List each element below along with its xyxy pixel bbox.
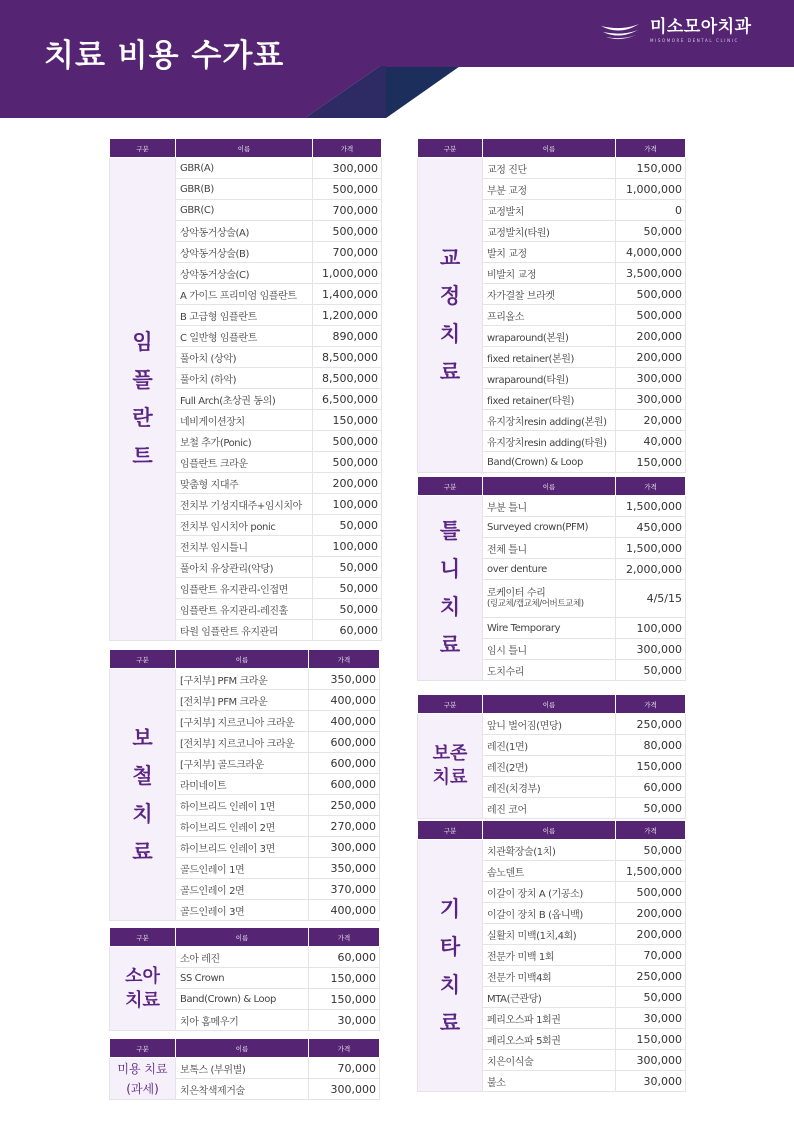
item-price: 300,000 (309, 837, 380, 858)
orthodontic-price-table (417, 138, 686, 473)
other-price-table (417, 820, 686, 1092)
item-name: 솜노덴트 (483, 861, 616, 882)
item-price: 1,500,000 (616, 861, 686, 882)
item-price: 500,000 (616, 882, 686, 903)
item-price: 50,000 (616, 660, 686, 681)
item-name: 골드인레이 2면 (176, 879, 309, 900)
item-price: 20,000 (616, 410, 686, 431)
item-name: 비발치 교정 (483, 263, 616, 284)
item-name: fixed retainer(본원) (483, 347, 616, 368)
item-name-main: 로케이터 수리 (487, 587, 546, 599)
item-name: 풀아치 유상관리(악당) (176, 557, 313, 578)
item-name-sub: (링교체/캡교체/어버트교체) (487, 598, 584, 609)
page-title: 치료 비용 수가표 (44, 38, 285, 74)
item-name: [전치부] PFM 크라운 (176, 690, 309, 711)
item-name: 전치부 기성지대주+임시치아 (176, 494, 313, 515)
item-name: 실활치 미백(1치,4회) (483, 924, 616, 945)
item-price: 890,000 (313, 326, 382, 347)
item-name: SS Crown (176, 968, 309, 989)
category-text: 임플란트 (132, 330, 153, 468)
item-name: fixed retainer(타원) (483, 389, 616, 410)
category-text-line: 미용 치료 (117, 1061, 168, 1076)
item-price: 80,000 (616, 735, 686, 756)
item-price: 400,000 (309, 900, 380, 921)
item-price: 150,000 (313, 410, 382, 431)
category-text: 틀니치료 (439, 519, 461, 657)
item-price: 50,000 (616, 840, 686, 861)
item-name: 풀아치 (상악) (176, 347, 313, 368)
item-name: 상악동거상술(B) (176, 242, 313, 263)
header-price: 가격 (313, 139, 382, 158)
header-price: 가격 (616, 139, 686, 158)
item-name: Wire Temporary (483, 618, 616, 639)
item-price: 500,000 (616, 305, 686, 326)
item-price: 250,000 (309, 795, 380, 816)
table-row (110, 158, 382, 179)
item-name: 골드인레이 1면 (176, 858, 309, 879)
item-price: 3,500,000 (616, 263, 686, 284)
smile-logo-icon (600, 20, 640, 42)
item-name: 임플란트 유지관리-레진홀 (176, 599, 313, 620)
item-price: 4/5/15 (616, 580, 686, 618)
item-price: 40,000 (616, 431, 686, 452)
item-name: 페리오스파 5회권 (483, 1029, 616, 1050)
header-price: 가격 (309, 650, 380, 669)
item-price: 30,000 (616, 1071, 686, 1092)
item-name: 풀아치 (하악) (176, 368, 313, 389)
item-price: 70,000 (616, 945, 686, 966)
item-name: 하이브리드 인레이 1면 (176, 795, 309, 816)
item-name: [구치부] 지르코니아 크라운 (176, 711, 309, 732)
item-price: 700,000 (313, 200, 382, 221)
item-price: 300,000 (309, 1079, 380, 1100)
item-name: 골드인레이 3면 (176, 900, 309, 921)
item-name: 레진 코어 (483, 798, 616, 819)
page-header (0, 0, 794, 118)
header-category: 구분 (418, 477, 483, 496)
table-row (418, 714, 686, 735)
item-name: 부분 교정 (483, 179, 616, 200)
header-category: 구분 (418, 695, 483, 714)
logo-text: 미소모아치과 (650, 17, 752, 37)
denture-price-table (417, 476, 686, 681)
pediatric-price-table (109, 927, 380, 1031)
table-row (418, 158, 686, 179)
item-name: [전치부] 지르코니아 크라운 (176, 732, 309, 753)
item-name: 하이브리드 인레이 3면 (176, 837, 309, 858)
header-category: 구분 (418, 139, 483, 158)
item-price: 50,000 (616, 987, 686, 1008)
item-price: 150,000 (616, 158, 686, 179)
item-price: 1,400,000 (313, 284, 382, 305)
item-name: C 일반형 임플란트 (176, 326, 313, 347)
item-name: 레진(1면) (483, 735, 616, 756)
item-name: 보톡스 (부위별) (176, 1058, 309, 1079)
item-price: 50,000 (616, 798, 686, 819)
header-name: 이름 (176, 139, 313, 158)
item-price: 700,000 (313, 242, 382, 263)
item-name: 전체 틀니 (483, 538, 616, 559)
item-name: 상악동거상술(C) (176, 263, 313, 284)
other-category-label (418, 840, 483, 1092)
item-name: [구치부] 골드크라운 (176, 753, 309, 774)
header-price: 가격 (309, 928, 380, 947)
item-name: wraparound(타원) (483, 368, 616, 389)
item-price: 300,000 (313, 158, 382, 179)
category-text-line: 소아 (125, 965, 160, 987)
item-name: 소아 레진 (176, 947, 309, 968)
item-price: 200,000 (616, 347, 686, 368)
item-name: 이갈이 장치 B (옵니백) (483, 903, 616, 924)
item-price: 500,000 (313, 452, 382, 473)
item-price: 100,000 (313, 494, 382, 515)
item-price: 600,000 (309, 753, 380, 774)
header-name: 이름 (176, 650, 309, 669)
item-price: 1,200,000 (313, 305, 382, 326)
header-price: 가격 (616, 695, 686, 714)
item-price: 250,000 (616, 714, 686, 735)
item-name: 전치부 임시틀니 (176, 536, 313, 557)
item-price: 600,000 (309, 732, 380, 753)
denture-category-label (418, 496, 483, 681)
item-name: 유지장치resin adding(타원) (483, 431, 616, 452)
item-price: 100,000 (313, 536, 382, 557)
item-name: 상악동거상술(A) (176, 221, 313, 242)
item-price: 0 (616, 200, 686, 221)
item-price: 350,000 (309, 669, 380, 690)
category-text-line: 보존 (432, 743, 468, 764)
cosmetic-price-table (109, 1038, 380, 1100)
header-category: 구분 (110, 928, 176, 947)
item-name: 교정발치 (483, 200, 616, 221)
item-name: 전문가 미백 1회 (483, 945, 616, 966)
header-price: 가격 (616, 477, 686, 496)
item-price: 200,000 (313, 473, 382, 494)
item-name: 도치수리 (483, 660, 616, 681)
item-price: 270,000 (309, 816, 380, 837)
item-price: 2,000,000 (616, 559, 686, 580)
item-name: over denture (483, 559, 616, 580)
item-name: 레진(2면) (483, 756, 616, 777)
item-name: 프리올소 (483, 305, 616, 326)
item-price: 300,000 (616, 368, 686, 389)
item-price: 8,500,000 (313, 368, 382, 389)
item-price: 60,000 (309, 947, 380, 968)
item-name: 앞니 벌어짐(면당) (483, 714, 616, 735)
item-name: 임플란트 유지관리-인접면 (176, 578, 313, 599)
header-name: 이름 (483, 821, 616, 840)
item-name: GBR(B) (176, 179, 313, 200)
item-price: 200,000 (616, 924, 686, 945)
item-price: 500,000 (616, 284, 686, 305)
table-row (110, 669, 380, 690)
item-price: 300,000 (616, 389, 686, 410)
item-price: 200,000 (616, 903, 686, 924)
item-price: 450,000 (616, 517, 686, 538)
item-price: 50,000 (313, 599, 382, 620)
header-name: 이름 (483, 477, 616, 496)
item-price: 8,500,000 (313, 347, 382, 368)
item-name: A 가이드 프리미엄 임플란트 (176, 284, 313, 305)
item-name: 발치 교정 (483, 242, 616, 263)
header-name: 이름 (483, 695, 616, 714)
item-name: 임시 틀니 (483, 639, 616, 660)
cosmetic-category-label (110, 1058, 176, 1100)
header-name: 이름 (176, 928, 309, 947)
header-category: 구분 (110, 1039, 176, 1058)
item-name: 유지장치resin adding(본원) (483, 410, 616, 431)
item-name: 네비게이션장치 (176, 410, 313, 431)
item-price: 1,000,000 (616, 179, 686, 200)
item-name: Full Arch(초상권 동의) (176, 389, 313, 410)
item-price: 30,000 (309, 1010, 380, 1031)
item-price: 300,000 (616, 1050, 686, 1071)
item-name: MTA(근관당) (483, 987, 616, 1008)
category-text: 교정치료 (439, 246, 461, 384)
item-name: 하이브리드 인레이 2면 (176, 816, 309, 837)
header-category: 구분 (110, 650, 176, 669)
item-price: 400,000 (309, 711, 380, 732)
implant-category-label (110, 158, 176, 641)
category-text-line: 치료 (125, 989, 160, 1011)
item-name: Band(Crown) & Loop (483, 452, 616, 473)
logo-subtext: MISOMORE DENTAL CLINIC (650, 38, 739, 43)
item-price: 150,000 (616, 756, 686, 777)
item-price: 6,500,000 (313, 389, 382, 410)
header-name: 이름 (483, 139, 616, 158)
item-name: 레진(치경부) (483, 777, 616, 798)
item-name: 부분 틀니 (483, 496, 616, 517)
header-category: 구분 (418, 821, 483, 840)
header-name: 이름 (176, 1039, 309, 1058)
item-price: 500,000 (313, 221, 382, 242)
item-name: 페리오스파 1회권 (483, 1008, 616, 1029)
table-row (418, 496, 686, 517)
item-name: Band(Crown) & Loop (176, 989, 309, 1010)
item-name: [구치부] PFM 크라운 (176, 669, 309, 690)
conservative-price-table (417, 694, 686, 819)
item-name: GBR(A) (176, 158, 313, 179)
item-price: 60,000 (313, 620, 382, 641)
item-price: 500,000 (313, 179, 382, 200)
item-price: 300,000 (616, 639, 686, 660)
item-price: 70,000 (309, 1058, 380, 1079)
item-name: B 고급형 임플란트 (176, 305, 313, 326)
item-price: 500,000 (313, 431, 382, 452)
item-price: 4,000,000 (616, 242, 686, 263)
item-price: 150,000 (309, 968, 380, 989)
item-name: GBR(C) (176, 200, 313, 221)
item-price: 1,500,000 (616, 538, 686, 559)
item-price: 100,000 (616, 618, 686, 639)
item-price: 50,000 (313, 515, 382, 536)
item-name: 치아 홈메우기 (176, 1010, 309, 1031)
implant-price-table (109, 138, 382, 641)
item-name: 불소 (483, 1071, 616, 1092)
conservative-category-label (418, 714, 483, 819)
prosthetic-category-label (110, 669, 176, 921)
category-text-line: (과세) (126, 1081, 159, 1096)
orthodontic-category-label (418, 158, 483, 473)
item-price: 150,000 (616, 452, 686, 473)
item-price: 1,500,000 (616, 496, 686, 517)
table-row (110, 1058, 380, 1079)
item-name: 치은이식술 (483, 1050, 616, 1071)
item-price: 350,000 (309, 858, 380, 879)
item-price: 200,000 (616, 326, 686, 347)
item-name: 보철 추가(Ponic) (176, 431, 313, 452)
header-price: 가격 (309, 1039, 380, 1058)
category-text: 보철치료 (132, 725, 153, 864)
item-price: 370,000 (309, 879, 380, 900)
item-name: 라미네이트 (176, 774, 309, 795)
item-price: 150,000 (309, 989, 380, 1010)
item-price: 50,000 (616, 221, 686, 242)
table-row (418, 840, 686, 861)
header-category: 구분 (110, 139, 176, 158)
item-name: 맞춤형 지대주 (176, 473, 313, 494)
item-name: 치관확장술(1치) (483, 840, 616, 861)
item-name (483, 580, 616, 618)
item-price: 60,000 (616, 777, 686, 798)
item-name: Surveyed crown(PFM) (483, 517, 616, 538)
item-name: 이갈이 장치 A (기공소) (483, 882, 616, 903)
item-price: 150,000 (616, 1029, 686, 1050)
item-name: 전문가 미백4회 (483, 966, 616, 987)
item-name: 자가결찰 브라켓 (483, 284, 616, 305)
header-price: 가격 (616, 821, 686, 840)
item-name: 임플란트 크라운 (176, 452, 313, 473)
item-price: 400,000 (309, 690, 380, 711)
item-price: 30,000 (616, 1008, 686, 1029)
item-name: 치은착색제거술 (176, 1079, 309, 1100)
item-name: 교정 진단 (483, 158, 616, 179)
item-price: 1,000,000 (313, 263, 382, 284)
item-price: 50,000 (313, 578, 382, 599)
clinic-logo (600, 18, 752, 43)
pediatric-category-label (110, 947, 176, 1031)
item-name: wraparound(본원) (483, 326, 616, 347)
item-price: 250,000 (616, 966, 686, 987)
category-text: 기타치료 (439, 896, 461, 1035)
item-price: 600,000 (309, 774, 380, 795)
prosthetic-price-table (109, 649, 380, 921)
item-name: 교정발치(타원) (483, 221, 616, 242)
category-text-line: 치료 (432, 767, 468, 788)
item-price: 50,000 (313, 557, 382, 578)
table-row (110, 947, 380, 968)
item-name: 전치부 임시치아 ponic (176, 515, 313, 536)
item-name: 타원 임플란트 유지관리 (176, 620, 313, 641)
